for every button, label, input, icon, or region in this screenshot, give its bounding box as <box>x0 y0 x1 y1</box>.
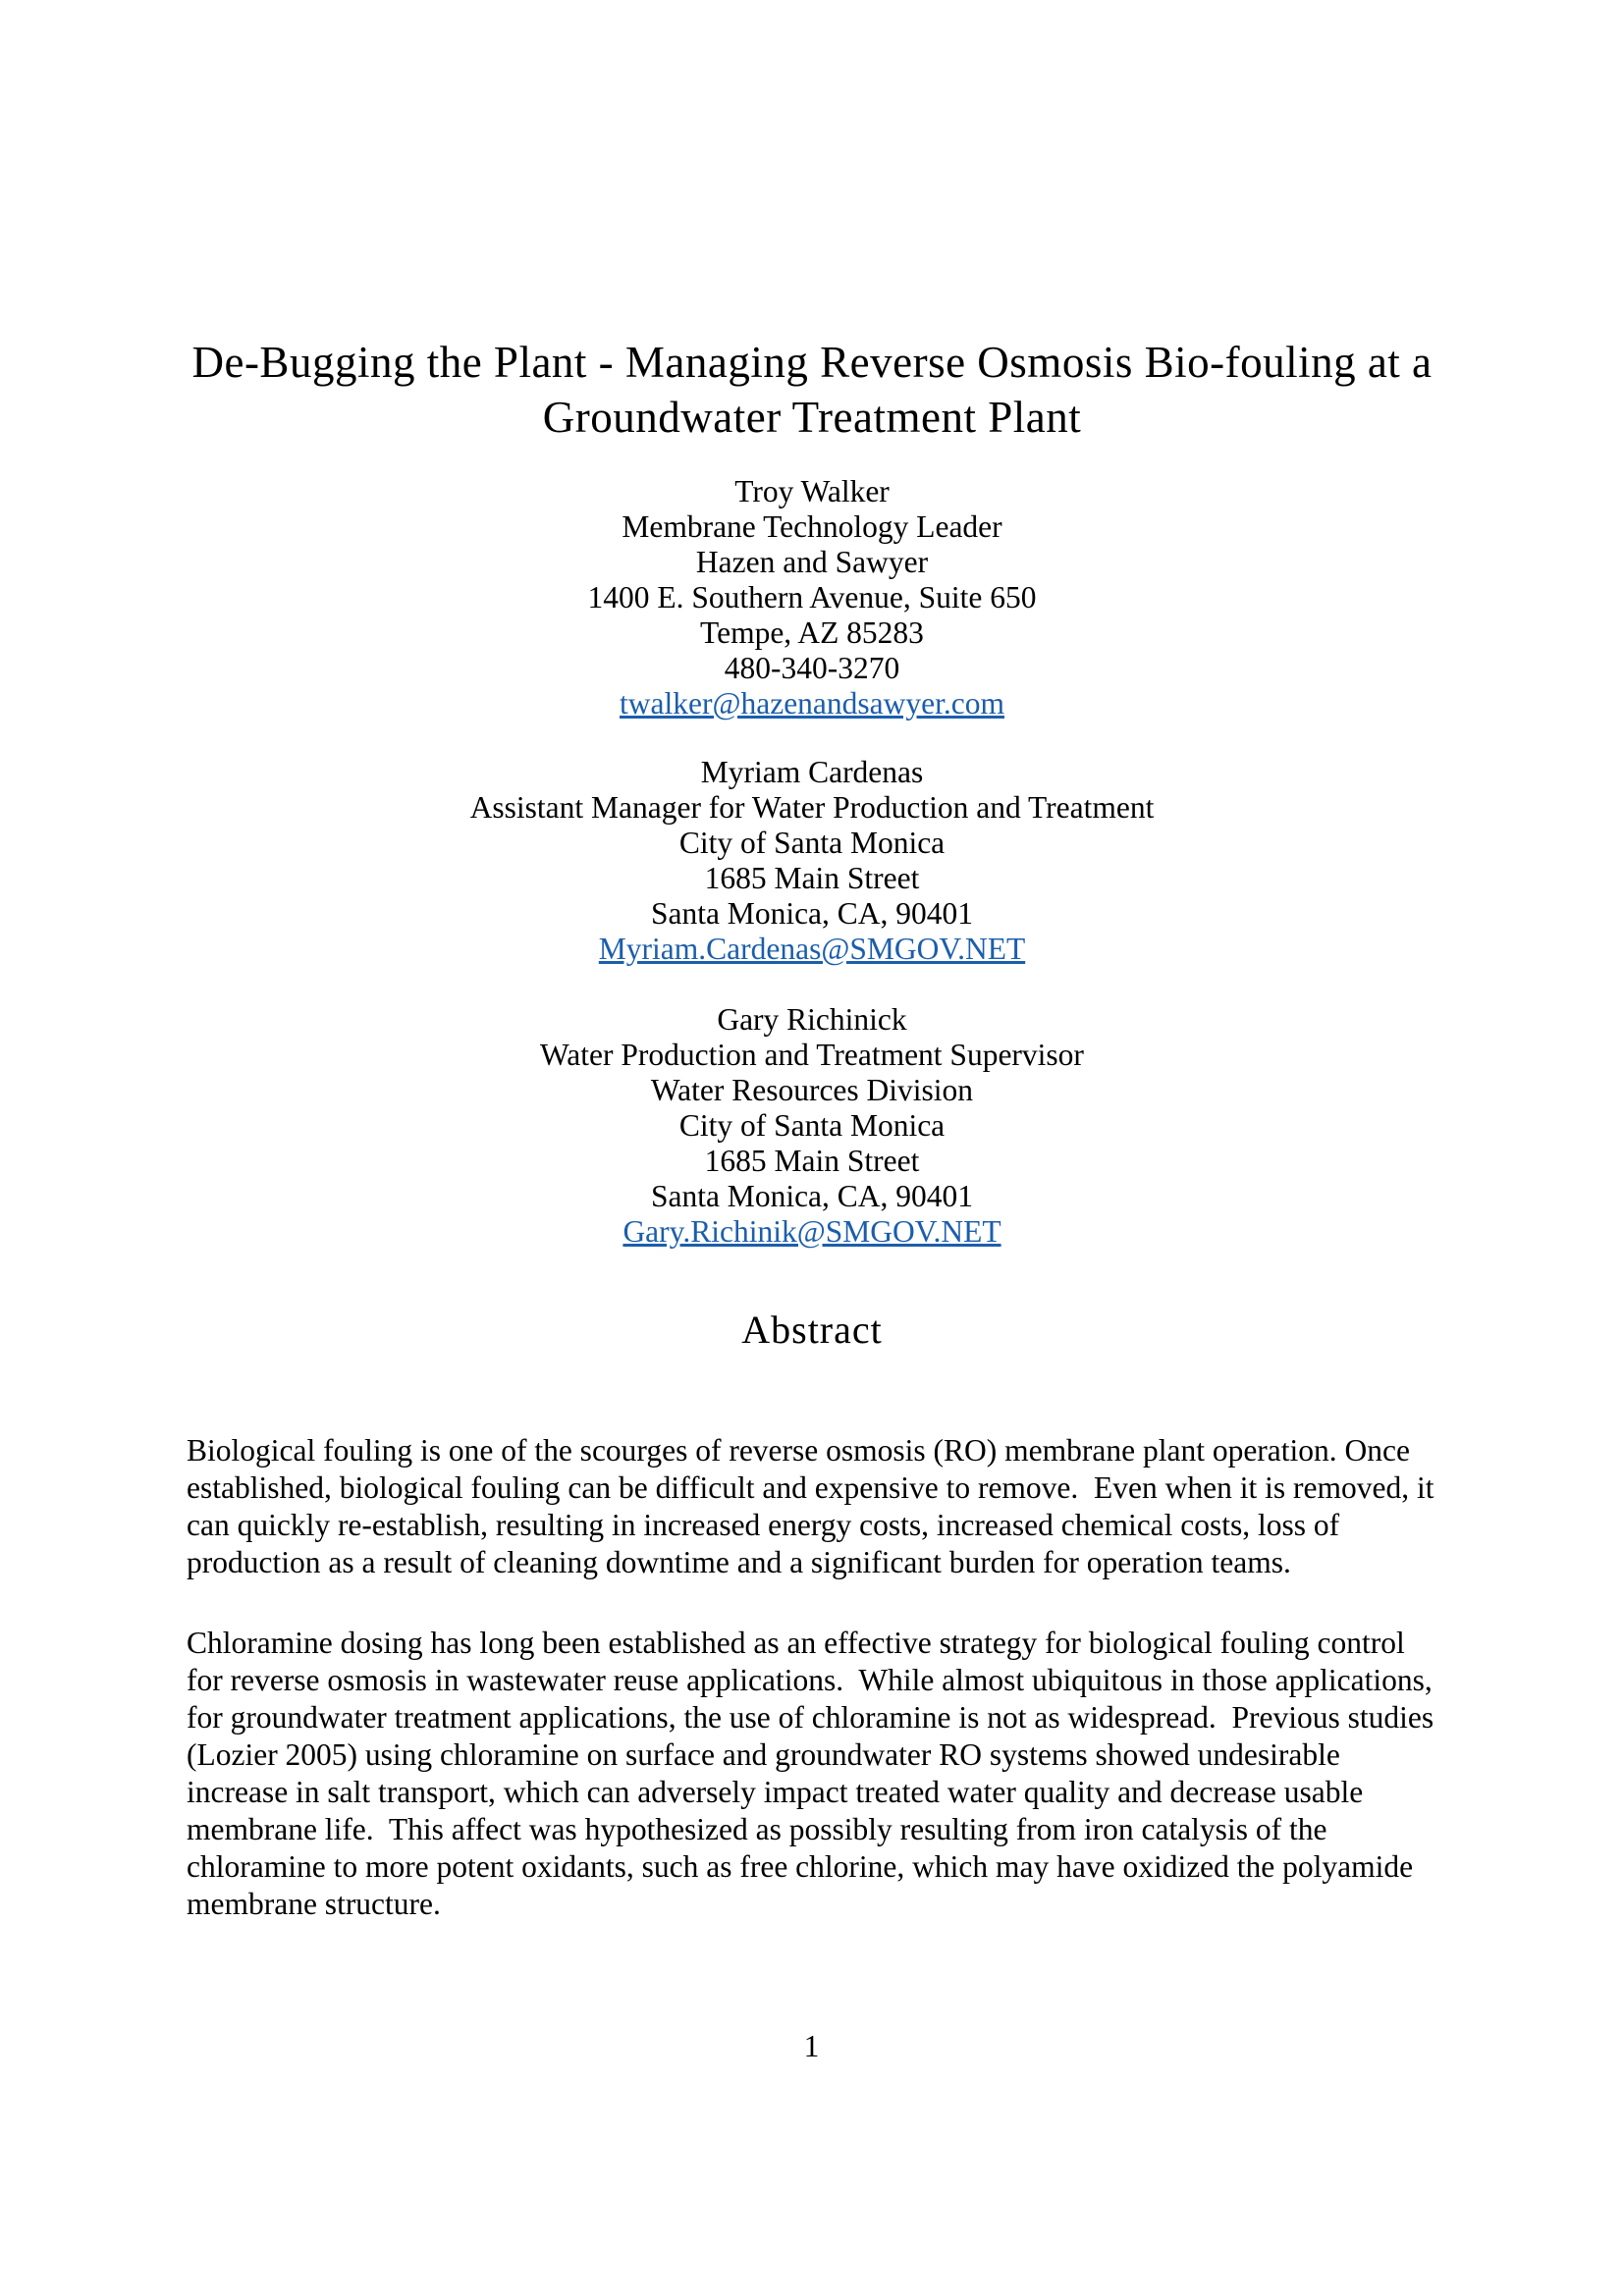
author-email-line <box>187 1214 1437 1250</box>
author-job-title: Water Production and Treatment Supervisor <box>540 1038 1084 1072</box>
email-link-troy-walker[interactable]: twalker@hazenandsawyer.com <box>620 686 1004 721</box>
paper-title-line-2: Groundwater Treatment Plant <box>542 393 1082 442</box>
author-block-myriam-cardenas <box>187 755 1437 967</box>
author-job-title: Assistant Manager for Water Production and Treatment <box>469 790 1155 825</box>
author-email-line <box>187 686 1437 721</box>
author-block-troy-walker <box>187 474 1437 721</box>
paper-title <box>187 335 1437 445</box>
author-street-address: 1400 E. Southern Avenue, Suite 650 <box>587 580 1037 614</box>
abstract-heading: Abstract <box>741 1308 883 1352</box>
author-organization: City of Santa Monica <box>678 826 946 860</box>
author-street-address: 1685 Main Street <box>704 1144 920 1178</box>
author-street-address: 1685 Main Street <box>704 861 920 895</box>
email-link-gary-richinick[interactable]: Gary.Richinik@SMGOV.NET <box>622 1214 1001 1249</box>
author-organization: Hazen and Sawyer <box>695 545 929 579</box>
page-number: 1 <box>803 2029 820 2063</box>
author-name: Myriam Cardenas <box>700 755 924 789</box>
author-city-state-zip: Tempe, AZ 85283 <box>700 615 924 650</box>
author-job-title: Membrane Technology Leader <box>622 509 1002 544</box>
author-city-state-zip: Santa Monica, CA, 90401 <box>650 896 974 931</box>
author-name: Troy Walker <box>734 474 890 508</box>
author-email-line <box>187 932 1437 967</box>
page-content <box>187 335 1442 1923</box>
author-phone: 480-340-3270 <box>724 651 900 685</box>
author-name: Gary Richinick <box>717 1002 907 1037</box>
abstract-paragraph-1: Biological fouling is one of the scourges of reverse osmosis (RO) membrane plant operation. Once established, biological fouling can be difficult and expensive to remove. Even when it is removed, it can quickly re-establish, resulting in increased energy costs, increased chemical costs, loss of production as a result of cleaning downtime and a significant burden for operation teams. <box>187 1433 1442 1579</box>
email-link-myriam-cardenas[interactable]: Myriam.Cardenas@SMGOV.NET <box>598 932 1026 966</box>
abstract-paragraph-2: Chloramine dosing has long been established as an effective strategy for biological fouling control for reverse osmosis in wastewater reuse applications. While almost ubiquitous in those applications, for groundwater treatment applications, the use of chloramine is not as widespread. Previous studies (Lozier 2005) using chloramine on surface and groundwater RO systems showed undesirable increase in salt transport, which can adversely impact treated water quality and decrease usable membrane life. This affect was hypothesized as possibly resulting from iron catalysis of the chloramine to more potent oxidants, such as free chlorine, which may have oxidized the polyamide membrane structure. <box>187 1626 1442 1921</box>
author-block-gary-richinick <box>187 1002 1437 1250</box>
author-organization: City of Santa Monica <box>678 1108 946 1143</box>
paper-title-line-1: De-Bugging the Plant - Managing Reverse Osmosis Bio-fouling at a <box>191 338 1433 387</box>
author-city-state-zip: Santa Monica, CA, 90401 <box>650 1179 974 1213</box>
author-division: Water Resources Division <box>650 1073 974 1107</box>
